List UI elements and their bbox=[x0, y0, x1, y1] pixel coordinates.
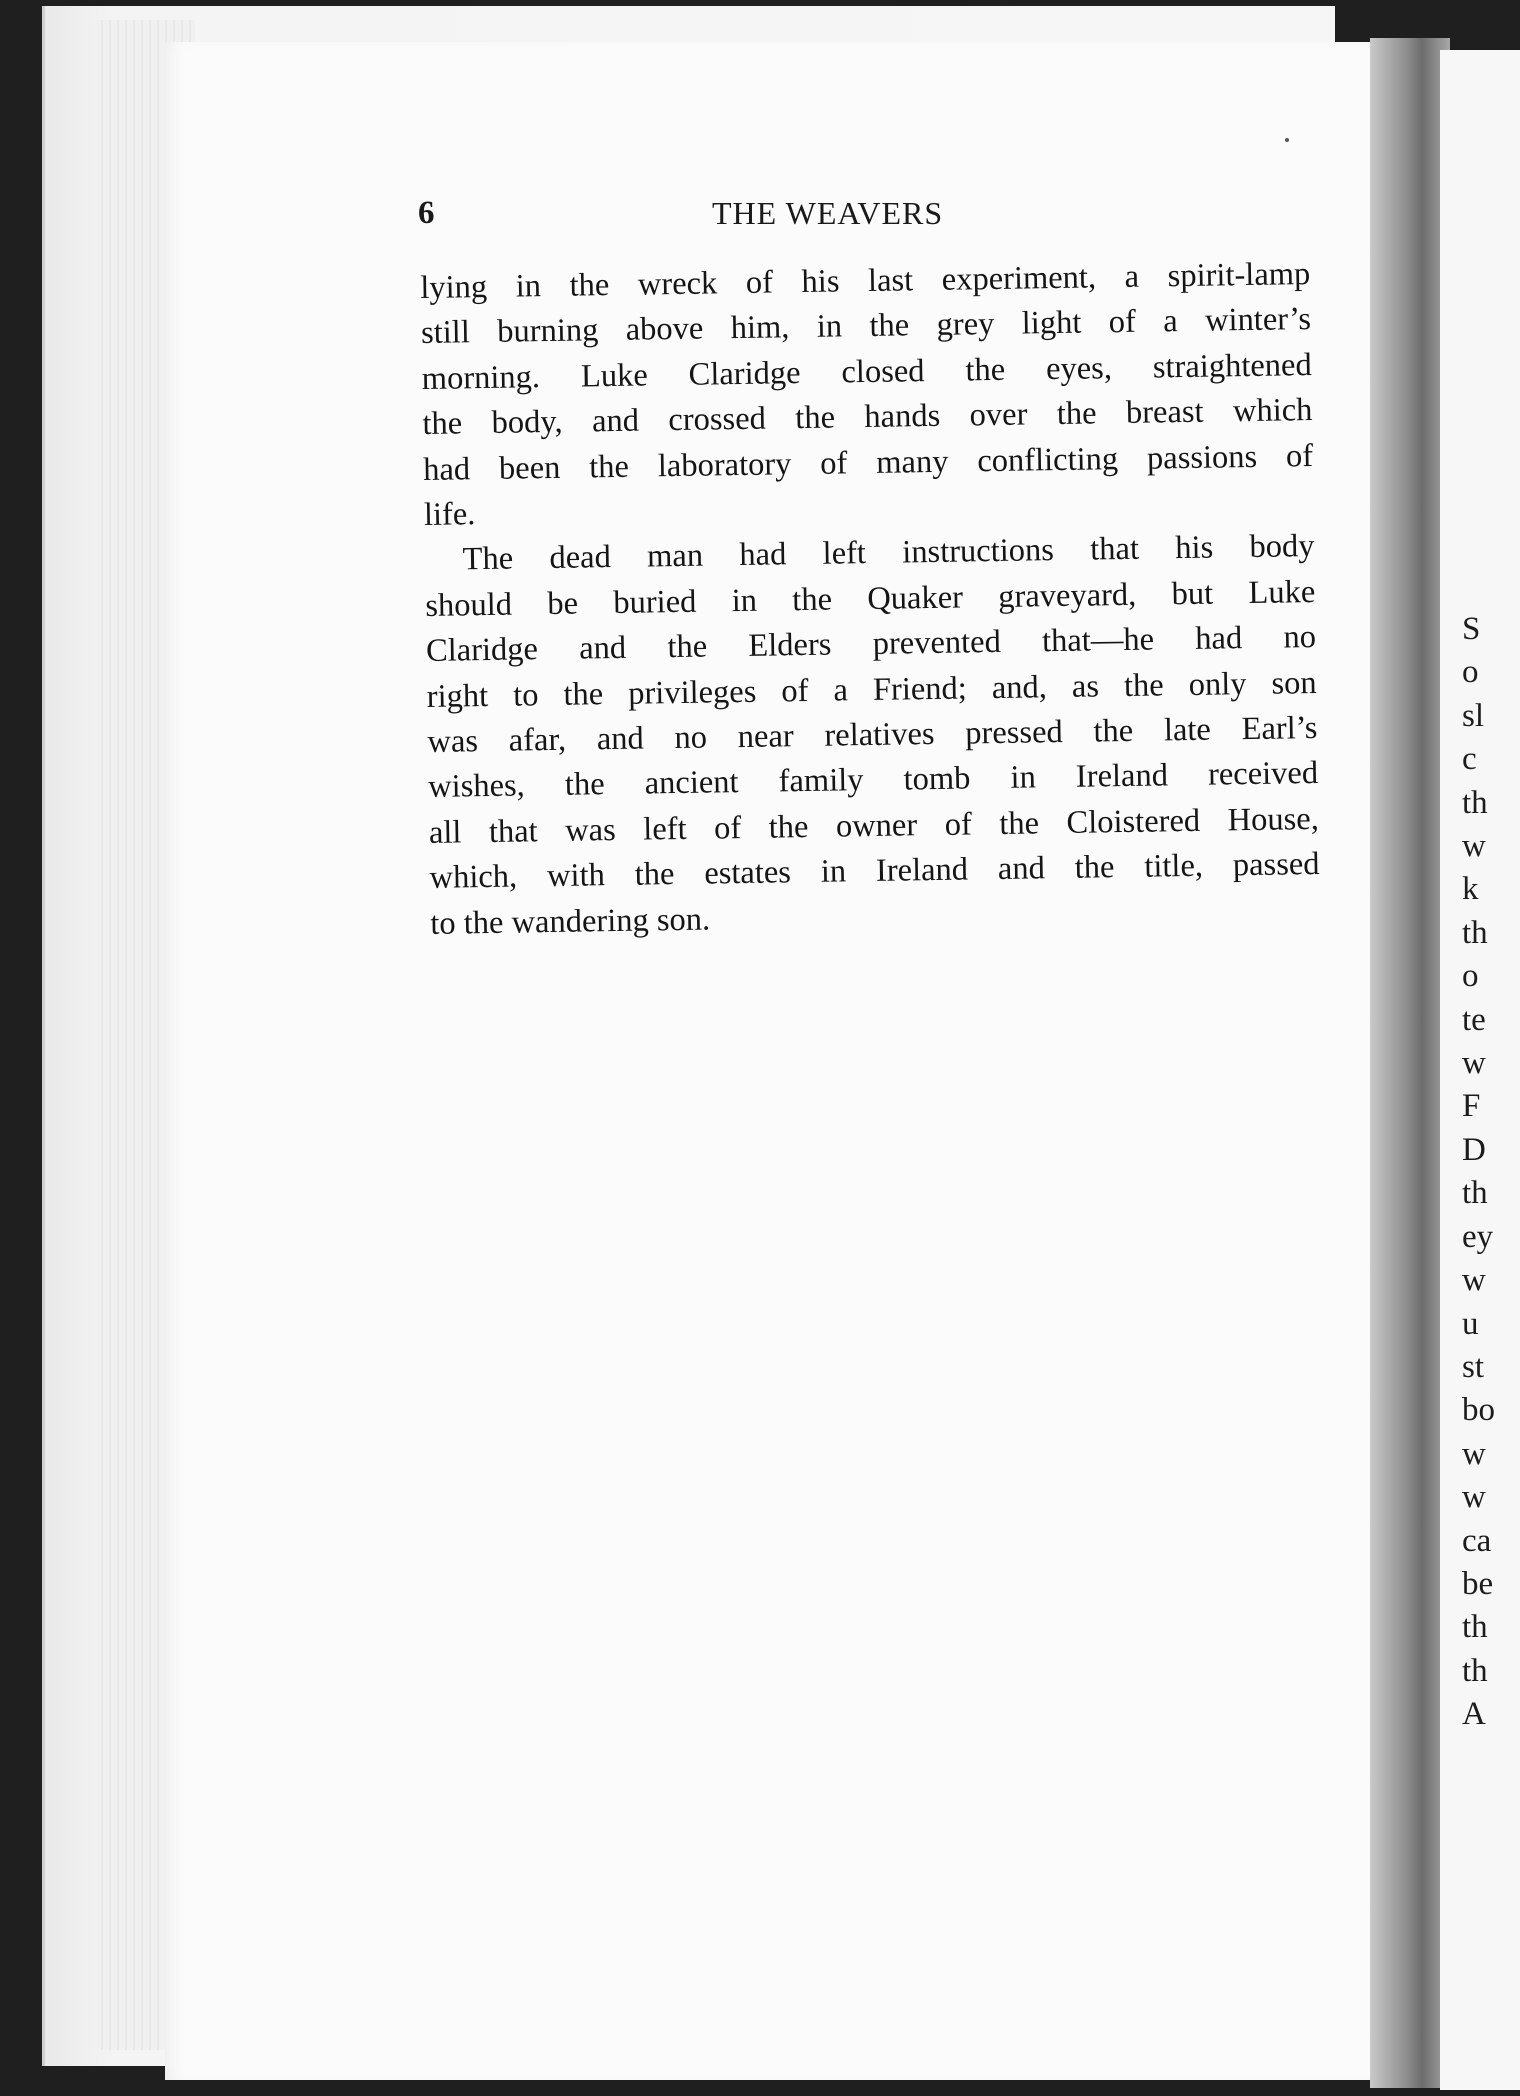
text-line: was afar, and no near relatives pressed the late Earl’s bbox=[427, 710, 1318, 761]
facing-page-fragment: sl bbox=[1462, 697, 1485, 734]
facing-page-fragment: th bbox=[1462, 914, 1488, 951]
running-head: THE WEAVERS bbox=[712, 195, 944, 231]
facing-page-fragment: c bbox=[1462, 741, 1477, 778]
page-header bbox=[418, 195, 1318, 243]
facing-page-fragment: S bbox=[1462, 611, 1481, 647]
text-line: the body, and crossed the hands over the breast which bbox=[422, 392, 1313, 443]
text-line: Claridge and the Elders prevented that—he had no bbox=[425, 619, 1317, 670]
text-line: which, with the estates in Ireland and the title, passed bbox=[429, 846, 1320, 897]
book-gutter bbox=[1370, 38, 1450, 2088]
text-line: had been the laboratory of many conflicting passions of bbox=[422, 437, 1314, 488]
facing-page-fragment: w bbox=[1462, 1045, 1486, 1082]
facing-page-fragment: w bbox=[1462, 828, 1486, 865]
facing-page-fragment: ey bbox=[1462, 1218, 1494, 1255]
facing-page-fragment: D bbox=[1462, 1131, 1486, 1168]
text-line: should be buried in the Quaker graveyard, but Luke bbox=[425, 573, 1316, 624]
facing-page-fragment: o bbox=[1462, 654, 1479, 691]
paragraph-2 bbox=[424, 524, 1320, 947]
text-line: right to the privileges of a Friend; and, as the only son bbox=[426, 664, 1317, 715]
facing-page-text-fragments bbox=[1462, 608, 1520, 1737]
text-line: all that was left of the owner of the Cloistered House, bbox=[428, 800, 1320, 851]
body-text bbox=[420, 252, 1321, 947]
text-line: The dead man had left instructions that his body bbox=[462, 528, 1315, 578]
facing-page-fragment: w bbox=[1462, 1435, 1486, 1472]
facing-page-fragment: th bbox=[1462, 1652, 1488, 1689]
text-line: lying in the wreck of his last experiment, a spirit-lamp bbox=[420, 256, 1311, 306]
facing-page-fragment: st bbox=[1462, 1348, 1485, 1385]
facing-page-fragment: bo bbox=[1462, 1392, 1495, 1429]
paragraph-1 bbox=[420, 252, 1314, 538]
facing-page-fragment: th bbox=[1462, 1609, 1488, 1646]
facing-page-fragment: th bbox=[1462, 1175, 1488, 1212]
facing-page-fragment: th bbox=[1462, 784, 1488, 821]
facing-page-fragment: te bbox=[1462, 1001, 1486, 1038]
facing-page-fragment: o bbox=[1462, 958, 1479, 995]
facing-page-fragment: ca bbox=[1462, 1522, 1492, 1559]
text-line: life. bbox=[423, 496, 476, 533]
facing-page-fragment: w bbox=[1462, 1479, 1486, 1516]
text-line: morning. Luke Claridge closed the eyes, straightened bbox=[421, 346, 1312, 397]
facing-page-fragment: w bbox=[1462, 1262, 1486, 1299]
facing-page-fragment: k bbox=[1462, 871, 1479, 908]
facing-page-fragment: be bbox=[1462, 1565, 1494, 1602]
text-line: to the wandering son. bbox=[430, 901, 711, 942]
text-line: still burning above him, in the grey light of a winter’s bbox=[420, 301, 1312, 352]
page-number: 6 bbox=[418, 195, 435, 231]
text-line: wishes, the ancient family tomb in Ireland received bbox=[427, 755, 1319, 806]
facing-page-fragment: u bbox=[1462, 1305, 1479, 1342]
speck-mark bbox=[1285, 138, 1289, 142]
facing-page-fragment: A bbox=[1462, 1696, 1486, 1733]
facing-page-fragment: F bbox=[1462, 1088, 1481, 1125]
